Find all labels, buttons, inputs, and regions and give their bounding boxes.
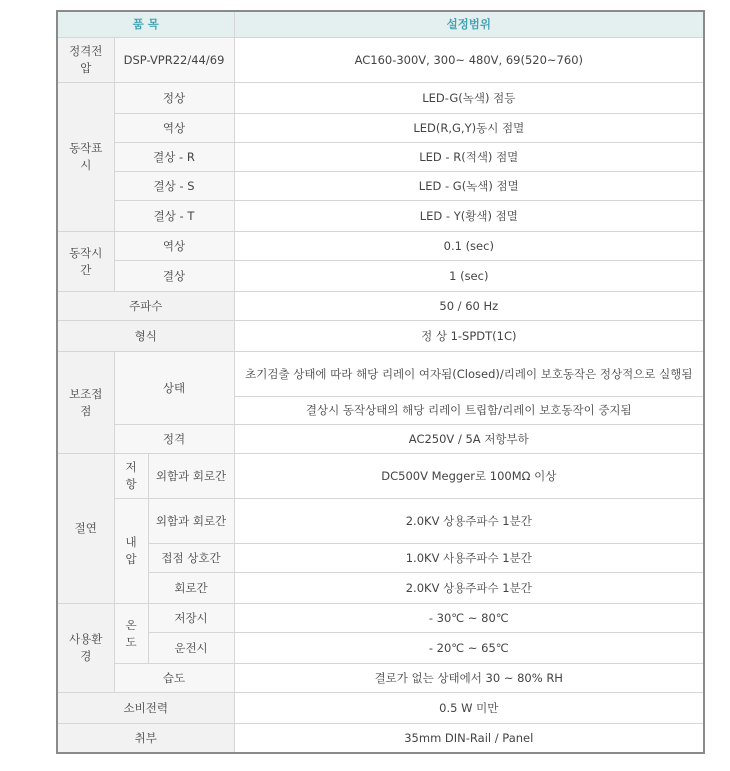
table-row xyxy=(57,633,704,664)
table-row xyxy=(57,261,704,292)
table-row xyxy=(57,38,704,83)
operation-display-label: 동작표시 xyxy=(57,83,114,232)
table-row xyxy=(57,321,704,352)
table-row xyxy=(57,352,704,397)
insulation-label: 절연 xyxy=(57,454,114,604)
table-row xyxy=(57,454,704,499)
header-range: 설정범위 xyxy=(234,11,704,38)
insulation-withstand-row-label: 접점 상호간 xyxy=(148,544,234,573)
insulation-withstand-row-value: 2.0KV 상용주파수 1분간 xyxy=(234,499,704,544)
operation-display-row-value: LED - R(적색) 점멸 xyxy=(234,143,704,172)
table-row xyxy=(57,232,704,261)
insulation-resistance-label: 저항 xyxy=(114,454,148,499)
insulation-resistance-value: DC500V Megger로 100MΩ 이상 xyxy=(234,454,704,499)
table-row xyxy=(57,83,704,114)
aux-contact-rating-label: 정격 xyxy=(114,425,234,454)
table-row xyxy=(57,544,704,573)
table-row xyxy=(57,114,704,143)
environment-humidity-value: 결로가 없는 상태에서 30 ~ 80% RH xyxy=(234,664,704,693)
table-row xyxy=(57,693,704,724)
operation-time-row-value: 1 (sec) xyxy=(234,261,704,292)
operation-time-row-label: 역상 xyxy=(114,232,234,261)
table-row xyxy=(57,292,704,321)
table-row xyxy=(57,425,704,454)
environment-humidity-label: 습도 xyxy=(114,664,234,693)
table-row xyxy=(57,573,704,604)
rated-voltage-value: AC160-300V, 300~ 480V, 69(520~760) xyxy=(234,38,704,83)
aux-contact-rating-value: AC250V / 5A 저항부하 xyxy=(234,425,704,454)
rated-voltage-label: 정격전압 xyxy=(57,38,114,83)
header-item: 품 목 xyxy=(57,11,234,38)
insulation-resistance-item: 외함과 회로간 xyxy=(148,454,234,499)
environment-temp-row-value: - 20℃ ~ 65℃ xyxy=(234,633,704,664)
environment-temp-row-label: 운전시 xyxy=(148,633,234,664)
insulation-withstand-label: 내압 xyxy=(114,499,148,604)
operation-time-label: 동작시간 xyxy=(57,232,114,292)
operation-display-row-value: LED - G(녹색) 점멸 xyxy=(234,172,704,201)
operation-time-row-value: 0.1 (sec) xyxy=(234,232,704,261)
type-value: 정 상 1-SPDT(1C) xyxy=(234,321,704,352)
insulation-withstand-row-label: 회로간 xyxy=(148,573,234,604)
operation-display-row-label: 결상 - R xyxy=(114,143,234,172)
operation-display-row-value: LED(R,G,Y)동시 점멸 xyxy=(234,114,704,143)
table-row xyxy=(57,143,704,172)
operation-display-row-label: 정상 xyxy=(114,83,234,114)
table-row xyxy=(57,664,704,693)
mounting-label: 취부 xyxy=(57,724,234,754)
frequency-label: 주파수 xyxy=(57,292,234,321)
operation-display-row-value: LED-G(녹색) 점등 xyxy=(234,83,704,114)
operation-display-row-label: 결상 - S xyxy=(114,172,234,201)
type-label: 형식 xyxy=(57,321,234,352)
power-value: 0.5 W 미만 xyxy=(234,693,704,724)
environment-temp-row-label: 저장시 xyxy=(148,604,234,633)
table-row xyxy=(57,724,704,754)
environment-temp-row-value: - 30℃ ~ 80℃ xyxy=(234,604,704,633)
table-row xyxy=(57,172,704,201)
aux-contact-state-value: 초기검출 상태에 따라 해당 리레이 여자됨(Closed)/리레이 보호동작은 정상적으로 실행됨 xyxy=(234,352,704,397)
operation-display-row-label: 역상 xyxy=(114,114,234,143)
aux-contact-state-value: 결상시 동작상태의 해당 리레이 트립함/리레이 보호동작이 중지됨 xyxy=(234,397,704,425)
environment-label: 사용환경 xyxy=(57,604,114,693)
spec-table xyxy=(56,10,705,754)
power-label: 소비전력 xyxy=(57,693,234,724)
table-row xyxy=(57,499,704,544)
rated-voltage-model: DSP-VPR22/44/69 xyxy=(114,38,234,83)
insulation-withstand-row-label: 외함과 회로간 xyxy=(148,499,234,544)
operation-time-row-label: 결상 xyxy=(114,261,234,292)
insulation-withstand-row-value: 2.0KV 상용주파수 1분간 xyxy=(234,573,704,604)
frequency-value: 50 / 60 Hz xyxy=(234,292,704,321)
aux-contact-state-label: 상태 xyxy=(114,352,234,425)
table-row xyxy=(57,604,704,633)
mounting-value: 35mm DIN-Rail / Panel xyxy=(234,724,704,754)
table-row xyxy=(57,201,704,232)
operation-display-row-value: LED - Y(황색) 점멸 xyxy=(234,201,704,232)
environment-temp-label: 온도 xyxy=(114,604,148,664)
insulation-withstand-row-value: 1.0KV 사용주파수 1분간 xyxy=(234,544,704,573)
operation-display-row-label: 결상 - T xyxy=(114,201,234,232)
aux-contact-label: 보조접점 xyxy=(57,352,114,454)
